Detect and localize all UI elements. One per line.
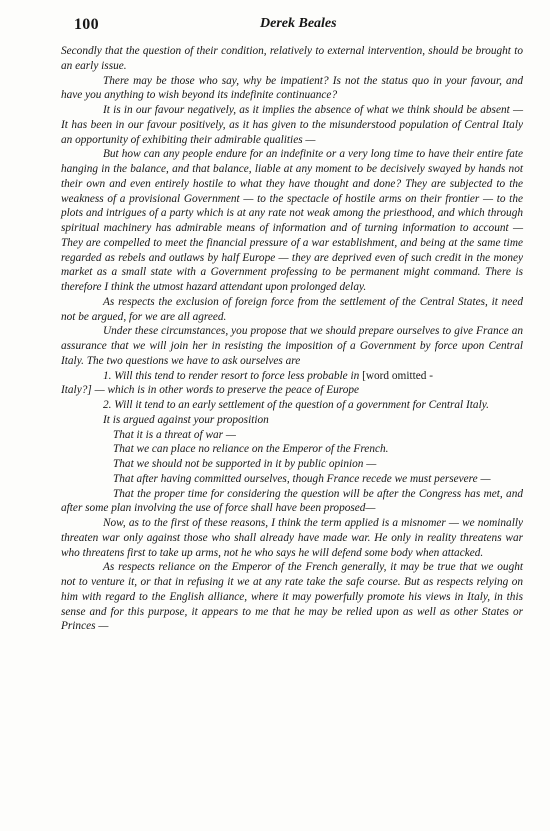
paragraph: As respects the exclusion of foreign force from the settlement of the Central States, it need not be argued, for we are all agreed. <box>61 295 523 323</box>
argument-item: That we can place no reliance on the Emperor of the French. <box>113 443 389 456</box>
paragraph: It is in our favour negatively, as it implies the absence of what we think should be absent — It has been in our favour positively, as it has given to the misunderstood population of Central Italy an opportunity of exhibiting their admirable qualities — <box>61 104 523 146</box>
page-number: 100 <box>74 16 99 33</box>
argument-item: That after having committed ourselves, though France recede we must persevere — <box>113 472 491 485</box>
paragraph: There may be those who say, why be impatient? Is not the status quo in your favour, and have you anything to wish beyond its indefinite continuance? <box>61 74 523 102</box>
paragraph: Now, as to the first of these reasons, I think the term applied is a misnomer — we nominally threaten war only against those who shall already have made war. He only in reality threatens war who threatens first to take up arms, not he who says he will defend some body when attacked. <box>61 517 523 559</box>
paragraph: Secondly that the question of their condition, relatively to external intervention, should be brought to an early issue. <box>61 45 523 72</box>
running-head: Derek Beales <box>260 16 337 31</box>
argument-item: That the proper time for considering the question will be after the Congress has met, and after some plan involving the use of force shall have been proposed— <box>61 487 523 515</box>
page-header <box>74 14 512 40</box>
question-item-text: Italy?] — which is in other words to preserve the peace of Europe <box>61 384 360 397</box>
editorial-note: [word omitted - <box>362 369 433 382</box>
argued-intro: It is argued against your proposition <box>103 413 269 426</box>
paragraph: As respects reliance on the Emperor of the French generally, it may be true that we ought not to venture it, or that in refusing it we at any rate take the safe course. But as respects relying on him with regard to the English alliance, where it may powerfully promote his views in Italy, in this sense and for this purpose, it appears to me that he may be relied upon as well as other States or Princes — <box>61 561 523 633</box>
paragraph: But how can any people endure for an indefinite or a very long time to have their entire fate hanging in the balance, and that balance, liable at any moment to be decisively swayed by hands not their own and even entirely hostile to what they have thought and done? They are subjected to the weakness of a provisional Government — to the spectacle of hostile arms on their frontier — to the plots and intrigues of a party which is at any rate not weak among the priesthood, and which through spiritual machinery has admirable means of information and of turning information to account — They are compelled to meet the financial pressure of a war establishment, and being at the same time regarded as rebels and outlaws by half Europe — they are deprived even of such credit in the money market as a small state with a Government professing to be permanent might command. There is therefore I think the utmost hazard attendant upon prolonged delay. <box>61 148 523 293</box>
question-item: 2. Will it tend to an early settlement of the question of a government for Central Italy. <box>103 399 489 411</box>
argument-item: That we should not be supported in it by public opinion — <box>113 458 377 470</box>
question-item-text: 1. Will this tend to render resort to force less probable in <box>103 369 363 382</box>
paragraph: Under these circumstances, you propose that we should prepare ourselves to give France an assurance that we will join her in resisting the imposition of a Government by force upon Central Italy. The two questions we have to ask ourselves are <box>61 325 523 367</box>
argument-item: That it is a threat of war — <box>113 428 236 441</box>
question-item <box>61 369 523 399</box>
body-text <box>61 44 523 634</box>
